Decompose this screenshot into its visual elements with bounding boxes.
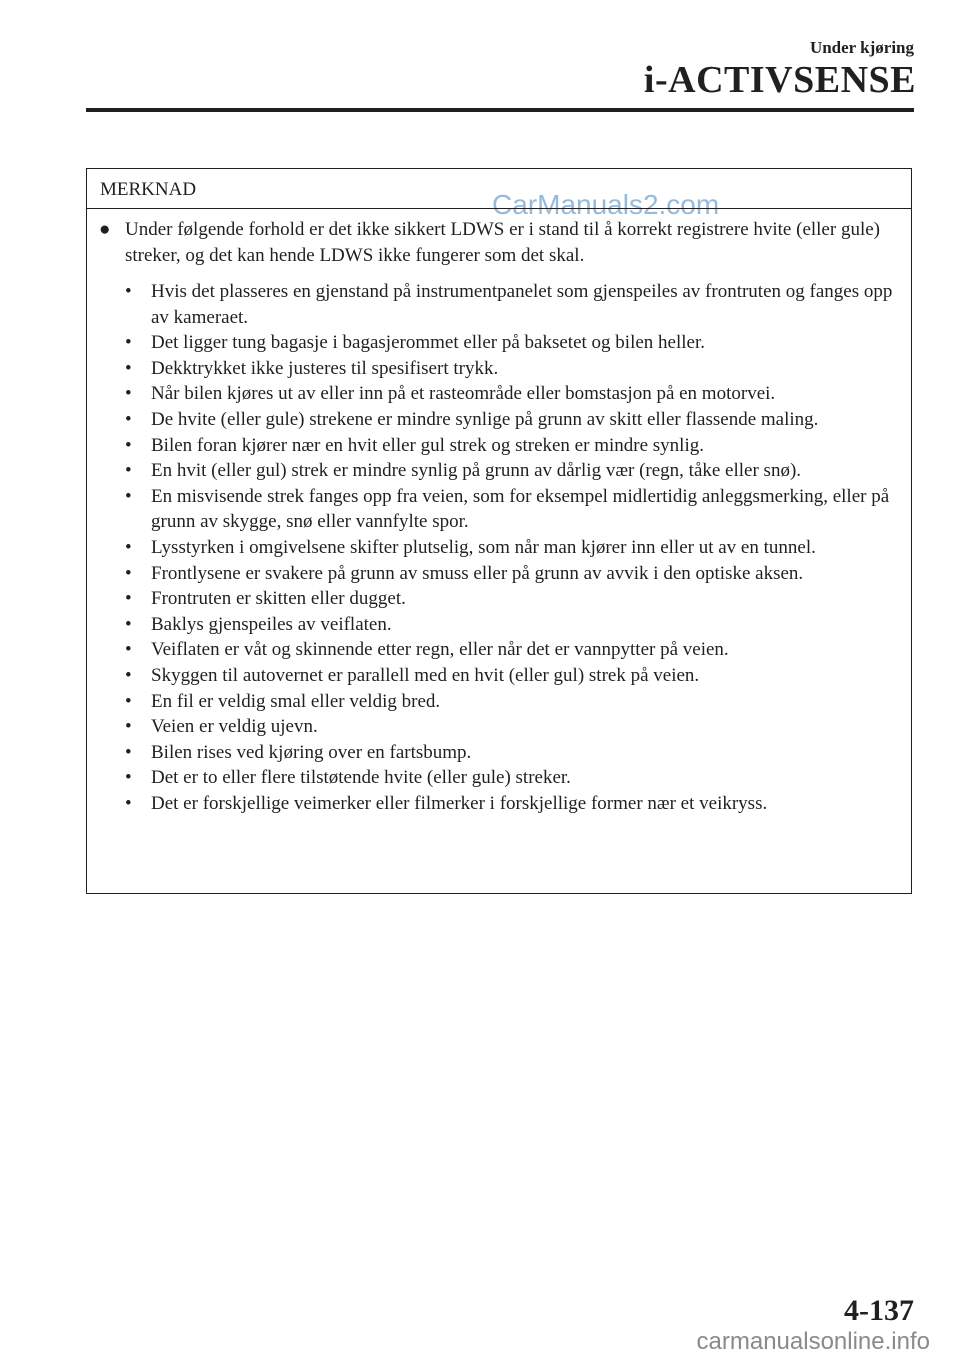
bullet-icon: • xyxy=(125,383,132,405)
bullet-icon: • xyxy=(125,536,132,558)
list-item-text: Det er to eller flere tilstøtende hvite (eller gule) streker. xyxy=(151,767,571,789)
list-item xyxy=(87,791,911,817)
list-item xyxy=(87,740,911,766)
list-item-text: Bilen foran kjører nær en hvit eller gul strek og streken er mindre synlig. xyxy=(151,434,704,456)
list-item-text: Dekktrykket ikke justeres til spesifisert trykk. xyxy=(151,357,499,379)
list-item-text: En hvit (eller gul) strek er mindre synlig på grunn av dårlig vær (regn, tåke eller snø). xyxy=(151,460,802,482)
list-item xyxy=(87,433,911,459)
list-item xyxy=(87,637,911,663)
bullet-icon: • xyxy=(125,485,132,507)
list-item-text: Frontlysene er svakere på grunn av smuss eller på grunn av avvik i den optiske aksen. xyxy=(151,562,804,584)
list-item xyxy=(87,356,911,382)
list-item-text: Bilen rises ved kjøring over en fartsbump. xyxy=(151,741,472,763)
list-item xyxy=(87,279,911,330)
list-item-text: Frontruten er skitten eller dugget. xyxy=(151,588,406,610)
bullet-icon: • xyxy=(125,357,132,379)
bullet-icon: • xyxy=(125,716,132,738)
watermark-logo: CarManuals2.com xyxy=(492,189,720,220)
list-item-text: Det ligger tung bagasje i bagasjerommet eller på baksetet og bilen heller. xyxy=(151,332,705,354)
note-box xyxy=(86,168,912,894)
bullet-icon: • xyxy=(125,767,132,789)
header-rule xyxy=(86,108,914,112)
list-item xyxy=(87,458,911,484)
list-item-text: Lysstyrken i omgivelsene skifter plutselig, som når man kjører inn eller ut av en tunnel. xyxy=(151,536,816,558)
note-heading: MERKNAD xyxy=(100,179,197,200)
list-item-text: Skyggen til autovernet er parallell med en hvit (eller gul) strek på veien. xyxy=(151,664,700,686)
list-item xyxy=(87,689,911,715)
list-item-text: Hvis det plasseres en gjenstand på instrumentpanelet som gjenspeiles av frontruten og fanges opp av kameraet. xyxy=(151,281,893,328)
list-item-text: En fil er veldig smal eller veldig bred. xyxy=(151,690,441,712)
bullet-icon: • xyxy=(125,562,132,584)
bullet-icon: • xyxy=(125,792,132,814)
list-item xyxy=(87,330,911,356)
list-item xyxy=(87,407,911,433)
bullet-icon: • xyxy=(125,741,132,763)
list-item xyxy=(87,663,911,689)
bullet-icon: • xyxy=(125,281,132,302)
header-section-label: Under kjøring xyxy=(809,38,914,57)
list-item-text: Baklys gjenspeiles av veiflaten. xyxy=(151,613,392,635)
bullet-icon: • xyxy=(125,408,132,430)
list-item xyxy=(87,484,911,535)
bullet-icon: • xyxy=(125,460,132,482)
list-item xyxy=(87,714,911,740)
list-item-text: En misvisende strek fanges opp fra veien, som for eksempel midlertidig anleggsmerking, eller på grunn av skygge, snø eller vannfylte spor. xyxy=(151,485,890,533)
list-item xyxy=(87,612,911,638)
header-chapter-title: i-ACTIVSENSE xyxy=(643,59,916,101)
bullet-icon: • xyxy=(125,690,132,712)
list-item-text: Veiflaten er våt og skinnende etter regn, eller når det er vannpytter på veien. xyxy=(151,639,729,661)
lead-bullet: ● xyxy=(99,219,111,240)
condition-list xyxy=(87,279,911,816)
list-item xyxy=(87,535,911,561)
bullet-icon: • xyxy=(125,664,132,686)
page-number: 4-137 xyxy=(844,1294,914,1327)
list-item xyxy=(87,381,911,407)
bullet-icon: • xyxy=(125,613,132,635)
list-item-text: Når bilen kjøres ut av eller inn på et rasteområde eller bomstasjon på en motorvei. xyxy=(151,383,776,405)
bullet-icon: • xyxy=(125,332,132,354)
list-item-text: Veien er veldig ujevn. xyxy=(151,716,318,738)
note-divider xyxy=(87,208,911,209)
list-item xyxy=(87,561,911,587)
list-item-text: De hvite (eller gule) strekene er mindre synlige på grunn av skitt eller flassende maling. xyxy=(151,408,819,430)
lead-text: Under følgende forhold er det ikke sikkert LDWS er i stand til å korrekt registrere hvite (eller gule) streker, og det kan hende LDWS ikke fungerer som det skal. xyxy=(125,219,880,266)
note-lead-item xyxy=(87,217,911,269)
list-item xyxy=(87,586,911,612)
list-item xyxy=(87,765,911,791)
bullet-icon: • xyxy=(125,434,132,456)
bullet-icon: • xyxy=(125,588,132,610)
bullet-icon: • xyxy=(125,639,132,661)
footer-watermark: carmanualsonline.info xyxy=(696,1328,930,1355)
list-item-text: Det er forskjellige veimerker eller filmerker i forskjellige former nær et veikryss. xyxy=(151,792,768,814)
